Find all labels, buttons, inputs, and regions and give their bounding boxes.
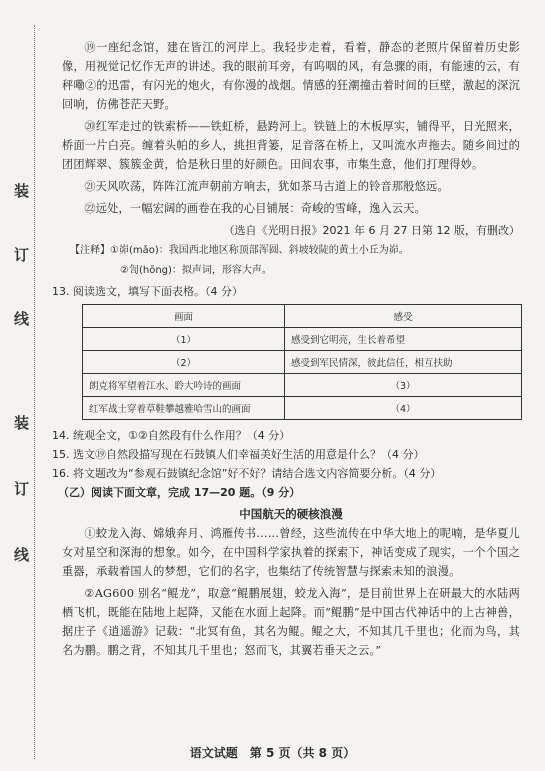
- table-header: 感受: [284, 305, 521, 328]
- binding-char: 装: [14, 178, 29, 203]
- question-15: 15. 选文⑲自然段描写现在石鼓镇人们幸福美好生活的用意是什么？（4 分）: [52, 448, 425, 461]
- question-14: 14. 统观全文，①②自然段有什么作用？（4 分）: [52, 429, 291, 442]
- annotation-note: ②訇(hōng)：拟声词，形容大声。: [120, 265, 272, 276]
- binding-char: 线: [14, 306, 29, 331]
- annotation-note: 【注释】①峁(mǎo)：我国西北地区称顶部浑圆、斜坡较陡的黄土小丘为峁。: [70, 245, 409, 256]
- table-cell: （3）: [284, 374, 521, 397]
- question-13: 13. 阅读选文，填写下面表格。（4 分）: [52, 285, 243, 298]
- article-paragraph: ②AG600 别名“鲲龙”，取意“鲲鹏展翅，蛟龙入海”，是目前世界上在研最大的水陆两栖飞机，既能在陆地上起降，又能在水面上起降。而“鲲鹏”是中国古代神话中的上古神兽，据庄子《逍遥游》记载：“北冥有鱼，其名为鲲。鲲之大，不知其几千里也；化而为鸟，其名为鹏。鹏之背，不知其几千里也；怒而飞，其翼若垂天之云。”: [62, 587, 520, 657]
- page-footer: 语文试题 第 5 页（共 8 页）: [189, 746, 356, 760]
- binding-char: 装: [14, 410, 29, 435]
- page-content: [52, 38, 520, 663]
- table-header: 画面: [83, 305, 285, 328]
- table-cell: （1）: [83, 328, 285, 351]
- passage-paragraph: ㉒远处，一幅宏阔的画卷在我的心目铺展：奇峻的雪峰，逸入云天。: [84, 202, 427, 215]
- answer-table: [82, 304, 522, 420]
- table-cell: 感受到它明亮，生长着希望: [284, 328, 521, 351]
- source-citation: （选自《光明日报》2021 年 6 月 27 日第 12 版，有删改）: [223, 224, 520, 237]
- binding-char: 订: [14, 242, 29, 267]
- section-b-heading: （乙）阅读下面文章，完成 17—20 题。（9 分）: [58, 486, 301, 499]
- passage-paragraph: ㉑天风吹荡，阵阵江流声朝前方响去，犹如茶马古道上的铃音那般悠远。: [84, 180, 449, 193]
- table-row: [83, 374, 522, 397]
- article-paragraph: ①蛟龙入海、嫦娥奔月、鸿雁传书……曾经，这些流传在中华大地上的呢喃，是华夏儿女对星空和深海的想象。如今，在中国科学家执着的探索下，神话变成了现实，一个个国之重器，承载着国人的梦想，它们的名字，也集结了传统智慧与探索未知的浪漫。: [62, 527, 520, 578]
- table-row: [83, 351, 522, 374]
- table-cell: 朗克将军望着江水、聆大吟诗的画面: [83, 374, 285, 397]
- article-title: 中国航天的硬核浪漫: [239, 507, 343, 521]
- table-cell: （4）: [284, 397, 521, 420]
- table-row: [83, 328, 522, 351]
- table-header-row: [83, 305, 522, 328]
- table-cell: 红军战士穿着草鞋攀越雅哈雪山的画面: [83, 397, 285, 420]
- table-cell: 感受到军民情深，彼此信任，相互扶助: [284, 351, 521, 374]
- table-cell: （2）: [83, 351, 285, 374]
- binding-char: 线: [14, 542, 29, 567]
- binding-char: 订: [14, 476, 29, 501]
- table-row: [83, 397, 522, 420]
- binding-line: [34, 25, 35, 759]
- passage-paragraph: ⑲一座纪念馆，建在皆江的河岸上。我轻步走着，看着，静态的老照片保留着历史影像，用视觉记忆作无声的讲述。我的眼前耳旁，有呜咽的风，有急骤的雨，有能速的云，有秤嘞②的迅雷，有闪光的炮火，有你漫的战烟。情感的狂潮撞击着时间的巨壁，激起的深沉回响，仿佛苍茫天野。: [62, 41, 520, 111]
- passage-paragraph: ⑳红军走过的铁索桥——铁虹桥，悬跨河上。铁链上的木板厚实，铺得平，日光照来，桥面一片白亮。缠着头帕的乡人，挑担背篓，足音落在桥上，又叫流水声拖去。随乡间过的团团辉翠、簇簇金黄，恰是秋日里的好颜色。田间农事，市集生意，他们打理得妙。: [62, 120, 520, 171]
- question-16: 16. 将文题改为“参观石鼓镇纪念馆”好不好？请结合选文内容简要分析。（4 分）: [52, 467, 442, 480]
